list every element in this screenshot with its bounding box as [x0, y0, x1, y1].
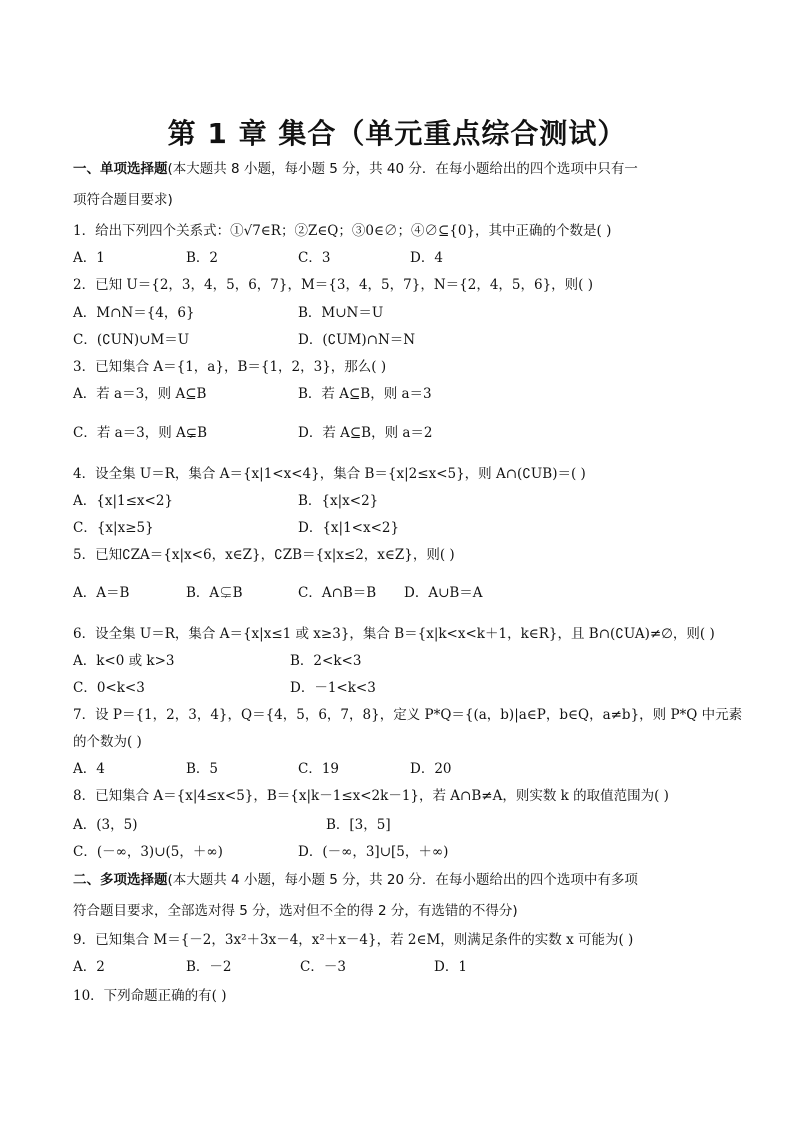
section2-desc-line2: 符合题目要求，全部选对得 5 分，选对但不全的得 2 分，有选错的不得分) — [73, 903, 518, 919]
q5-option-b: B．A⊊B — [186, 585, 243, 601]
q7-option-b: B．5 — [186, 761, 219, 777]
q9-option-d: D．1 — [434, 959, 467, 975]
section2-heading: 二、多项选择题 — [73, 872, 168, 888]
q6-option-b: B．2<k<3 — [290, 653, 362, 669]
q1-option-d: D．4 — [410, 250, 443, 266]
q5-option-d: D．A∪B＝A — [404, 585, 483, 601]
section1-desc-line1: (本大题共 8 小题，每小题 5 分，共 40 分．在每小题给出的四个选项中只有一 — [167, 161, 638, 177]
q7-option-c: C．19 — [298, 761, 340, 777]
q6-option-c: C．0<k<3 — [73, 680, 145, 696]
q4-option-b: B．{x|x<2} — [298, 493, 379, 509]
q3-option-c: C．若 a＝3，则 A⊊B — [73, 425, 208, 441]
question-6-stem: 6．设全集 U＝R，集合 A＝{x|x≤1 或 x≥3}，集合 B＝{x|k<x<k＋1，k∈R}，且 B∩(∁UA)≠∅，则( ) — [73, 626, 715, 642]
question-2-stem: 2．已知 U＝{2，3，4，5，6，7}，M＝{3，4，5，7}，N＝{2，4，5，6}，则( ) — [73, 277, 593, 293]
question-4-stem: 4．设全集 U＝R，集合 A＝{x|1<x<4}，集合 B＝{x|2≤x<5}，则 A∩(∁UB)＝( ) — [73, 466, 586, 482]
q5-option-a: A．A＝B — [73, 585, 130, 601]
question-10-stem: 10．下列命题正确的有( ) — [73, 988, 227, 1004]
section2-header — [73, 871, 638, 889]
q2-option-b: B．M∪N＝U — [298, 305, 384, 321]
q2-option-c: C．(∁UN)∪M＝U — [73, 332, 190, 348]
question-5-stem: 5．已知∁ZA＝{x|x<6，x∈Z}，∁ZB＝{x|x≤2，x∈Z}，则( ) — [73, 547, 455, 563]
question-9-stem: 9．已知集合 M＝{－2，3x²＋3x－4，x²＋x－4}，若 2∈M，则满足条件的实数 x 可能为( ) — [73, 932, 634, 948]
q9-option-b: B．－2 — [186, 959, 232, 975]
section1-desc-line2: 项符合题目要求) — [73, 192, 173, 208]
q1-option-a: A．1 — [73, 250, 105, 266]
q2-option-d: D．(∁UM)∩N＝N — [298, 332, 416, 348]
q5-option-c: C．A∩B＝B — [298, 585, 377, 601]
q6-option-a: A．k<0 或 k>3 — [73, 653, 175, 669]
q8-option-b: B．[3，5] — [326, 817, 391, 833]
section1-heading: 一、单项选择题 — [73, 161, 168, 177]
q2-option-a: A．M∩N＝{4，6} — [73, 305, 195, 321]
q8-option-a: A．(3，5) — [73, 817, 138, 833]
q7-option-a: A．4 — [73, 761, 105, 777]
q9-option-a: A．2 — [73, 959, 105, 975]
q7-option-d: D．20 — [410, 761, 452, 777]
q8-option-d: D．(－∞，3]∪[5，＋∞) — [298, 844, 449, 860]
q9-option-c: C．－3 — [300, 959, 346, 975]
section1-header — [73, 160, 638, 178]
q3-option-d: D．若 A⊆B，则 a＝2 — [298, 425, 433, 441]
q1-option-b: B．2 — [186, 250, 219, 266]
q1-option-c: C．3 — [298, 250, 331, 266]
question-7-stem-line2: 的个数为( ) — [73, 734, 142, 750]
question-3-stem: 3．已知集合 A＝{1，a}，B＝{1，2，3}，那么( ) — [73, 359, 387, 375]
q6-option-d: D．－1<k<3 — [290, 680, 376, 696]
page-title: 第 1 章 集合（单元重点综合测试） — [167, 117, 627, 150]
q4-option-d: D．{x|1<x<2} — [298, 520, 400, 536]
q8-option-c: C．(－∞，3)∪(5，＋∞) — [73, 844, 223, 860]
question-7-stem-line1: 7．设 P＝{1，2，3，4}，Q＝{4，5，6，7，8}，定义 P*Q＝{(a，b)|a∈P，b∈Q，a≠b}，则 P*Q 中元素 — [73, 707, 743, 723]
q3-option-a: A．若 a＝3，则 A⊆B — [73, 386, 207, 402]
q3-option-b: B．若 A⊆B，则 a＝3 — [298, 386, 432, 402]
q4-option-c: C．{x|x≥5} — [73, 520, 154, 536]
q4-option-a: A．{x|1≤x<2} — [73, 493, 174, 509]
question-1-stem: 1．给出下列四个关系式：①√7∈R；②Z∈Q；③0∈∅；④∅⊆{0}，其中正确的个数是( ) — [73, 223, 612, 239]
question-8-stem: 8．已知集合 A＝{x|4≤x<5}，B＝{x|k－1≤x<2k－1}，若 A∩B≠A，则实数 k 的取值范围为( ) — [73, 788, 669, 804]
section2-desc-line1: (本大题共 4 小题，每小题 5 分，共 20 分．在每小题给出的四个选项中有多项 — [167, 872, 638, 888]
